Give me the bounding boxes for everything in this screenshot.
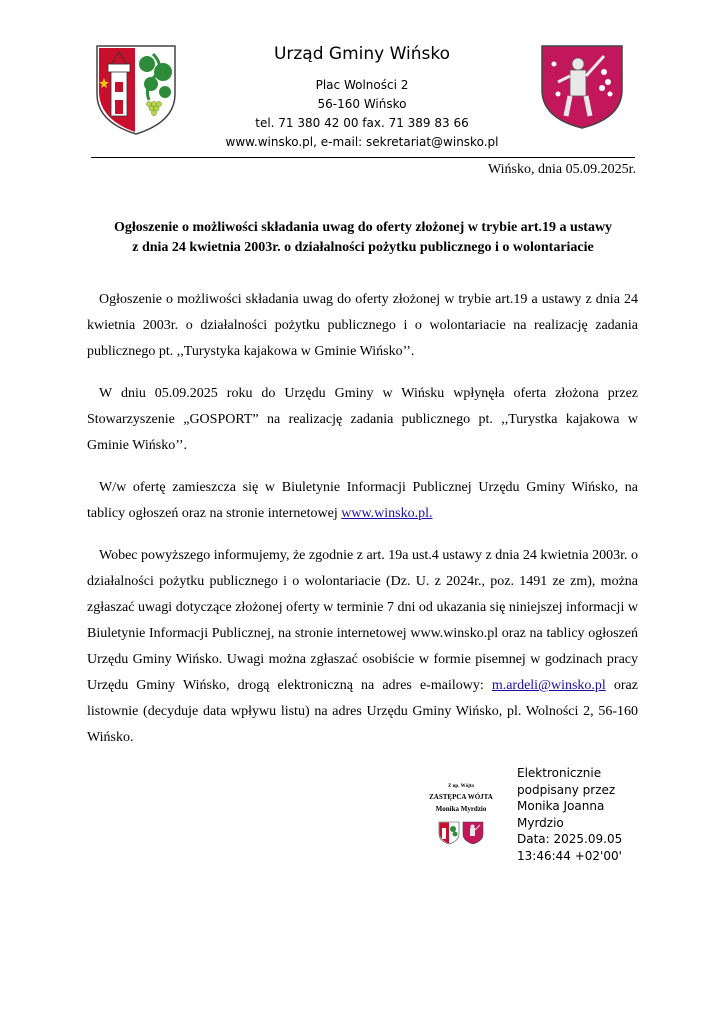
paragraph-4-text: Wobec powyższego informujemy, że zgodnie z art. 19a ust.4 ustawy z dnia 24 kwietnia 2003r. o działalności pożytku publicznego i o wolontariacie (Dz. U. z 2024r., poz. 1491 ze zm), można zgłaszać uwagi dotyczące złożonej oferty w terminie 7 dni od ukazania się niniejszej informacji w Biuletynie Informacji Publicznej, na stronie internetowej www.winsko.pl oraz na tablicy ogłoszeń Urzędu Gminy Wińsko. Uwagi można zgłaszać osobiście w formie pisemnej w godzinach pracy Urzędu Gminy Wińsko, drogą elektroniczną na adres e-mailowy: [87,548,638,693]
email-link[interactable]: m.ardeli@winsko.pl [491,678,606,693]
stamp-position: ZASTĘPCA WÓJTA [429,793,493,801]
paragraph-2: W dniu 05.09.2025 roku do Urzędu Gminy w Wińsku wpłynęła oferta złożona przez Stowarzyszenie „GOSPORT” na realizację zadania publicznego pt. ,,Turystka kajakowa w Gminie Wińsko’’. [87,386,638,453]
knight-coat-of-arms-right [538,42,626,130]
document-title [91,218,635,258]
esign-line-1: Elektronicznie [517,766,602,780]
address-street: Plac Wolności 2 [315,78,409,92]
paragraph-3 [87,475,638,527]
stamp-name: Monika Myrdzio [435,805,487,813]
paragraph-4 [87,543,638,751]
electronic-signature [517,765,622,864]
web-email: www.winsko.pl, e-mail: sekretariat@winsko.pl [225,135,499,149]
letterhead [180,44,544,152]
title-line-1: Ogłoszenie o możliwości składania uwag do oferty złożonej w trybie art.19 a ustawy [113,220,613,235]
stamp-crests [418,821,504,845]
paragraph-1: Ogłoszenie o możliwości składania uwag do oferty złożonej w trybie art.19 a ustawy z dnia 24 kwietnia 2003r. o działalności pożytku publicznego i o wolontariacie na realizację zadania publicznego pt. ,,Turystyka kajakowa w Gminie Wińsko’’. [87,292,638,359]
stamp-crest-right-icon [462,821,484,845]
stamp-crest-left-icon [438,821,460,845]
esign-line-6: 13:46:44 +02'00' [517,848,622,863]
address-postal: 56-160 Wińsko [317,97,407,111]
official-stamp [418,783,504,845]
website-link[interactable]: www.winsko.pl. [341,506,433,521]
esign-line-5: Data: 2025.09.05 [517,832,623,846]
stamp-authority: Z up. Wójta [448,784,474,789]
document-body [87,287,638,767]
office-name: Urząd Gminy Wińsko [273,44,451,64]
title-line-2: z dnia 24 kwietnia 2003r. o działalności pożytku publicznego i o wolontariacie [132,240,594,255]
paragraph-3-text: W/w ofertę zamieszcza się w Biuletynie Informacji Publicznej Urzędu Gminy Wińsko, na tablicy ogłoszeń oraz na stronie internetowej [87,480,638,521]
winsko-coat-of-arms-left [93,42,179,136]
esign-line-2: podpisany przez [517,782,616,797]
esign-line-4: Myrdzio [517,815,564,830]
phone-fax: tel. 71 380 42 00 fax. 71 389 83 66 [255,116,469,130]
paragraph-4-text-end: oraz listownie (decyduje data wpływu listu) na adres Urzędu Gminy Wińsko, pl. Wolności 2, 56-160 Wińsko. [87,678,638,745]
document-date: Wińsko, dnia 05.09.2025r. [488,162,636,177]
header-divider [91,157,635,158]
esign-line-3: Monika Joanna [517,799,605,813]
